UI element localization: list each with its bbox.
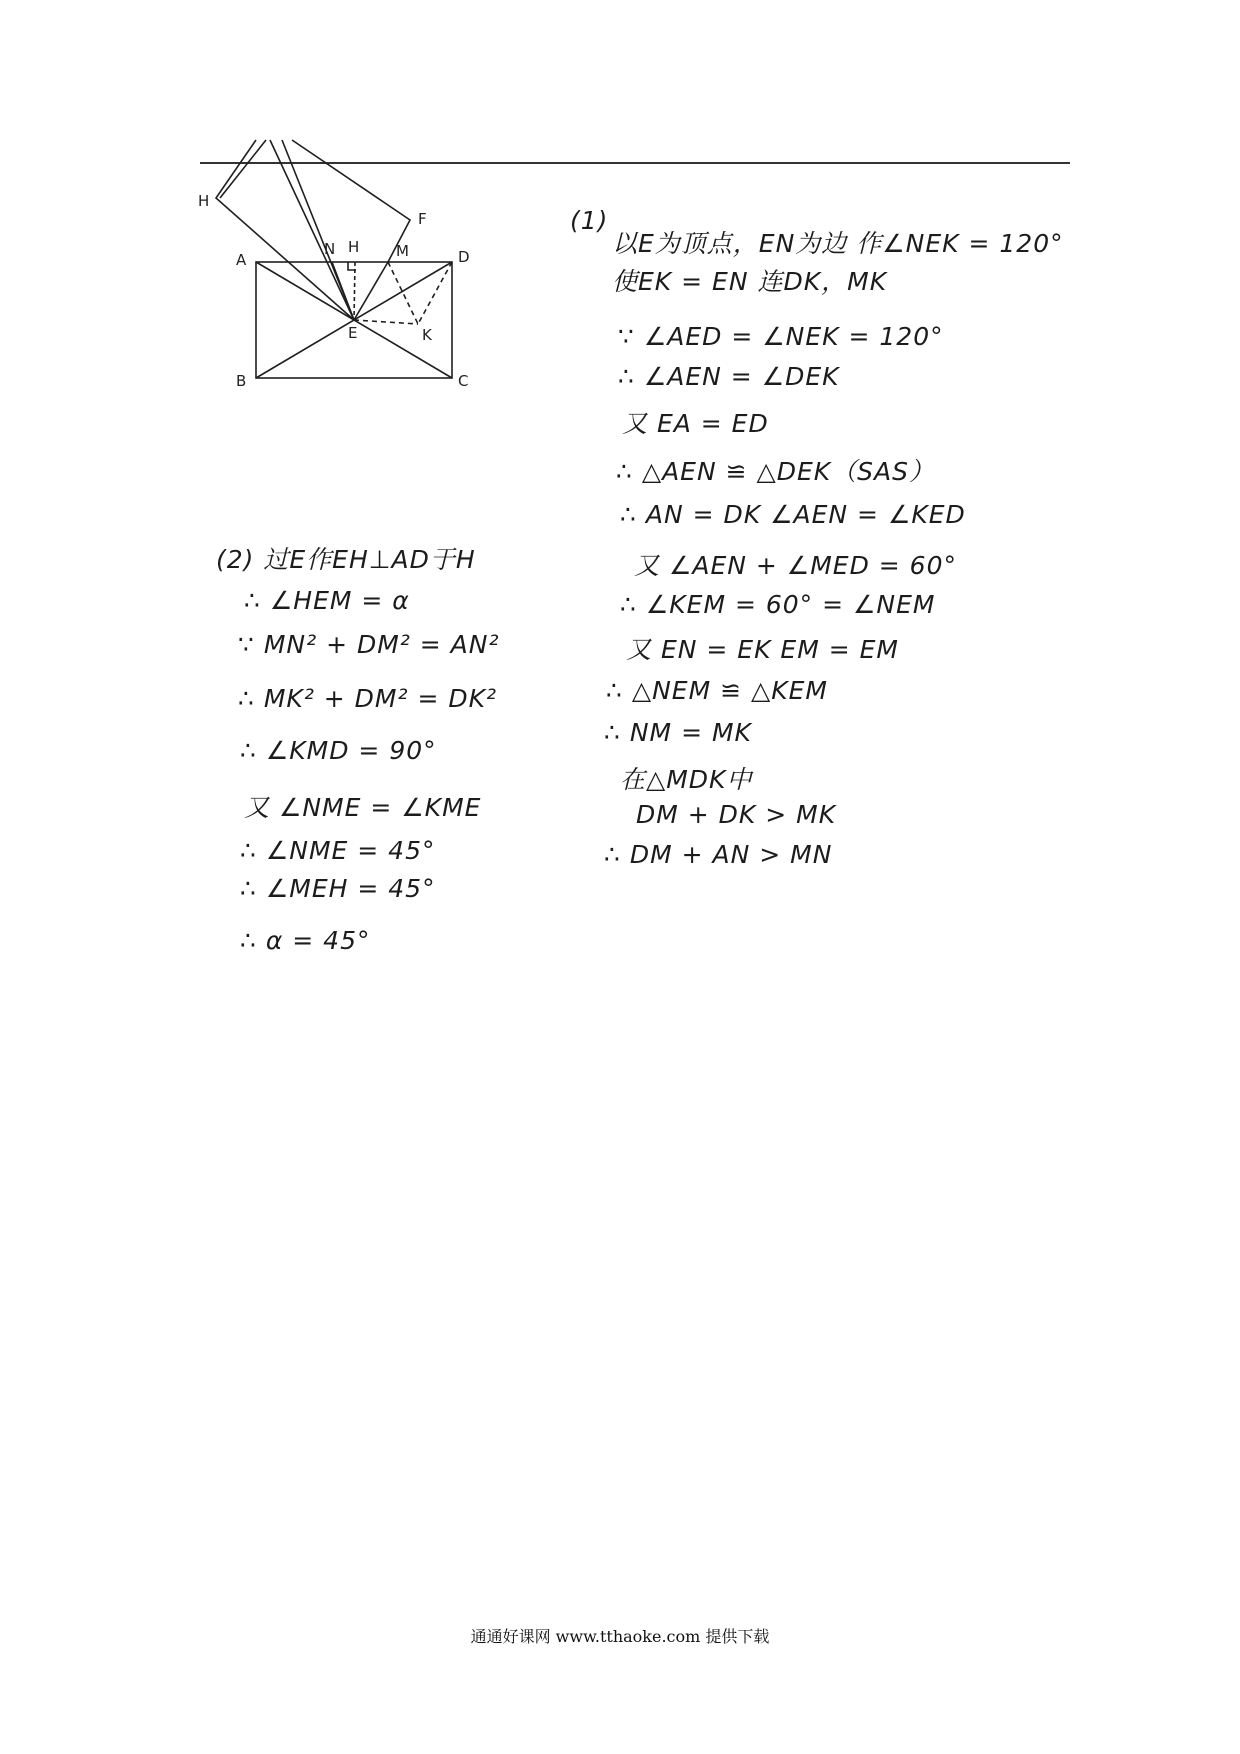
point-label-b: B [236,372,247,390]
line-ek [354,320,418,324]
part1-line: ∴ NM = MK [604,718,752,747]
line-mk [388,262,418,324]
line-to-e-1 [270,140,354,320]
part2-line: ∴ ∠MEH = 45° [240,874,436,903]
line-h [216,140,354,320]
part2-line: (2) 过E作EH⊥AD于H [216,545,476,574]
footer-text: 通通好课网 www.tthaoke.com 提供下载 [470,1627,770,1646]
part1-line: 在△MDK中 [620,765,753,794]
point-label-d: D [458,248,470,266]
point-label-h-mid: H [348,238,360,256]
part1-line: ∴ AN = DK ∠AEN = ∠KED [620,500,966,529]
point-label-h-top: H [198,192,210,210]
part1-line: DM + DK > MK [636,800,837,829]
part1-line: ∴ DM + AN > MN [604,840,833,869]
part1-line: ∴ △NEM ≌ △KEM [606,676,828,705]
part2-line: ∴ α = 45° [240,926,371,955]
line-em [354,262,388,320]
part1-line: 以E为顶点，EN为边 作∠NEK = 120° [612,229,1064,258]
part1-line: 又 ∠AEN + ∠MED = 60° [634,551,957,580]
part2-line: 又 ∠NME = ∠KME [244,793,482,822]
part2-line: ∴ MK² + DM² = DK² [238,684,498,713]
point-label-m: M [396,242,409,260]
part1-line: 使EK = EN 连DK，MK [612,267,888,296]
part1-line: (1) [570,206,609,235]
part1-line: ∴ ∠AEN = ∠DEK [618,362,840,391]
part2-line: ∴ ∠HEM = α [244,586,410,615]
geometry-figure [198,140,540,450]
point-label-a: A [236,251,247,269]
part1-line: ∴ ∠KEM = 60° = ∠NEM [620,590,936,619]
point-label-c: C [458,372,469,390]
part1-line: 又 EN = EK EM = EM [626,635,899,664]
point-label-f: F [418,210,427,228]
part2-line: ∴ ∠KMD = 90° [240,736,437,765]
part2-line: ∵ MN² + DM² = AN² [238,630,500,659]
part1-line: 又 EA = ED [622,409,769,438]
line-h2 [220,140,266,198]
point-label-e: E [348,324,358,342]
point-label-k: K [422,326,432,344]
point-label-n: N [324,240,336,258]
part2-line: ∴ ∠NME = 45° [240,836,436,865]
part1-line: ∴ △AEN ≌ △DEK（SAS） [616,457,936,486]
part1-line: ∵ ∠AED = ∠NEK = 120° [618,322,944,351]
